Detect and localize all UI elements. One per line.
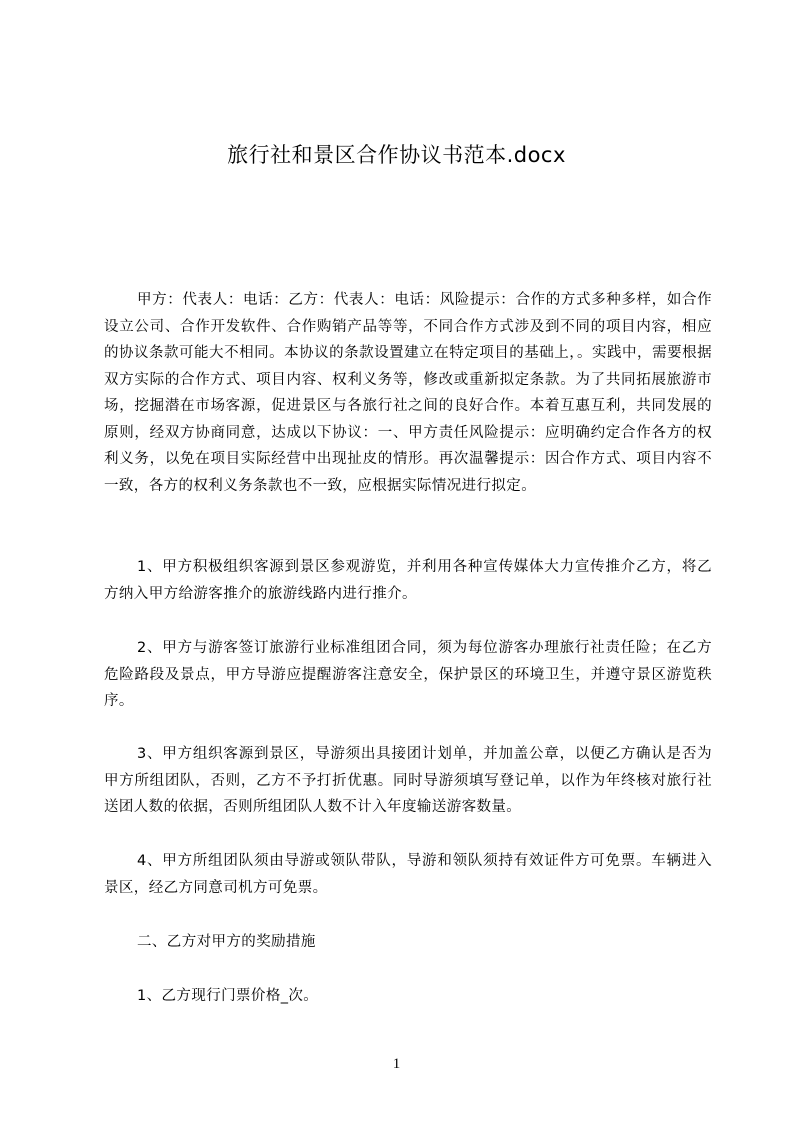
clause-4-paragraph: 4、甲方所组团队须由导游或领队带队，导游和领队须持有效证件方可免票。车辆进入景区，经乙方同意司机方可免票。 [104,853,712,896]
intro-paragraph: 甲方：代表人：电话：乙方：代表人：电话：风险提示：合作的方式多种多样，如合作设立公司、合作开发软件、合作购销产品等等，不同合作方式涉及到不同的项目内容，相应的协议条款可能大不相同。本协议的条款设置建立在特定项目的基础上，。实践中，需要根据双方实际的合作方式、项目内容、权利义务等，修改或重新拟定条款。为了共同拓展旅游市场，挖掘潜在市场客源，促进景区与各旅行社之间的良好合作。本着互惠互利，共同发展的原则，经双方协商同意，达成以下协议：一、甲方责任风险提示：应明确约定合作各方的权利义务，以免在项目实际经营中出现扯皮的情形。再次温馨提示：因合作方式、项目内容不一致，各方的权利义务条款也不一致，应根据实际情况进行拟定。 [104,292,712,494]
section-2-item-1-paragraph: 1、乙方现行门票价格_次。 [137,988,319,1004]
clause-2-paragraph: 2、甲方与游客签订旅游行业标准组团合同，须为每位游客办理旅行社责任险；在乙方危险路段及景点，甲方导游应提醒游客注意安全，保护景区的环境卫生，并遵守景区游览秩序。 [104,640,712,709]
clause-3-paragraph: 3、甲方组织客源到景区，导游须出具接团计划单，并加盖公章，以便乙方确认是否为甲方所组团队，否则，乙方不予打折优惠。同时导游须填写登记单，以作为年终核对旅行社送团人数的依据，否则所组团队人数不计入年度输送游客数量。 [104,746,712,815]
section-2-heading: 二、乙方对甲方的奖励措施 [137,934,316,950]
document-title: 旅行社和景区合作协议书范本.docx [227,143,566,167]
clause-1-paragraph: 1、甲方积极组织客源到景区参观游览，并利用各种宣传媒体大力宣传推介乙方，将乙方纳入甲方给游客推介的旅游线路内进行推介。 [104,559,712,602]
page-number: 1 [392,1056,401,1072]
